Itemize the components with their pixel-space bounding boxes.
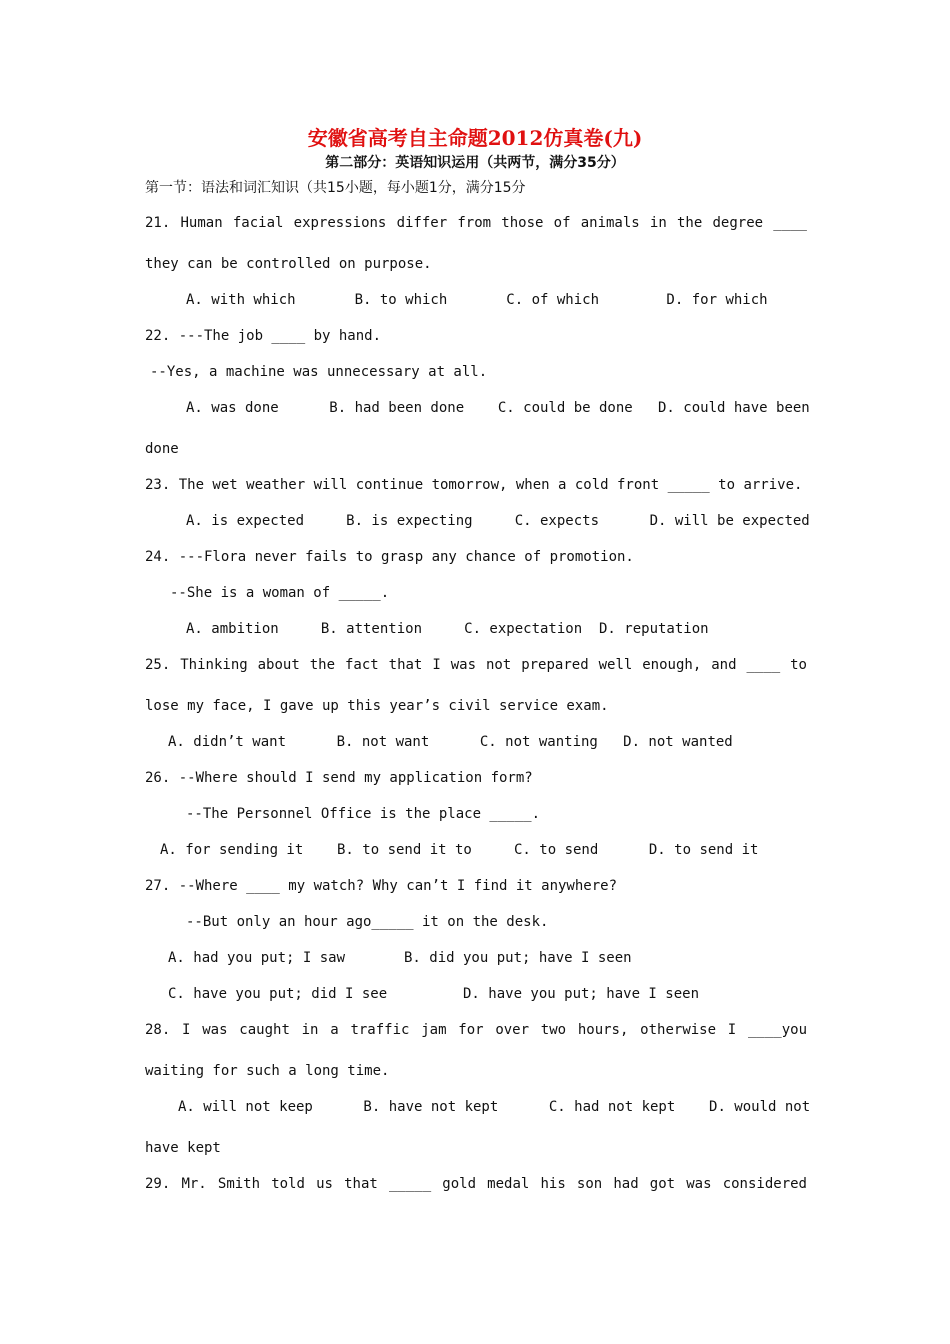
question-28-stem: 28. I was caught in a traffic jam for over two hours, otherwise I ____you [145, 1022, 807, 1038]
question-21-stem-cont: they can be controlled on purpose. [145, 256, 432, 272]
question-25-options: A. didn’t want B. not want C. not wanting D. not wanted [168, 734, 733, 750]
question-26-reply: --The Personnel Office is the place _____. [186, 806, 541, 822]
question-24-stem: 24. ---Flora never fails to grasp any chance of promotion. [145, 549, 634, 565]
question-25-stem: 25. Thinking about the fact that I was not prepared well enough, and ____ to [145, 657, 807, 673]
question-22-reply: --Yes, a machine was unnecessary at all. [150, 364, 488, 380]
question-21-options: A. with which B. to which C. of which D. for which [186, 292, 768, 308]
question-26-options: A. for sending it B. to send it to C. to send D. to send it [160, 842, 759, 858]
question-27-reply: --But only an hour ago_____ it on the desk. [186, 914, 549, 930]
question-21-stem: 21. Human facial expressions differ from those of animals in the degree ____ [145, 215, 807, 231]
question-28-stem-cont: waiting for such a long time. [145, 1063, 390, 1079]
question-24-options: A. ambition B. attention C. expectation D. reputation [186, 621, 709, 637]
question-27-stem: 27. --Where ____ my watch? Why can’t I find it anywhere? [145, 878, 618, 894]
question-22-stem: 22. ---The job ____ by hand. [145, 328, 382, 344]
document-title: 安徽省高考自主命题2012仿真卷(九) [307, 126, 643, 150]
question-26-stem: 26. --Where should I send my application form? [145, 770, 533, 786]
question-24-reply: --She is a woman of _____. [170, 585, 390, 601]
question-25-stem-cont: lose my face, I gave up this year’s civil service exam. [145, 698, 609, 714]
question-27-options-2: C. have you put; did I see D. have you put; have I seen [168, 986, 700, 1002]
part-heading: 第二部分：英语知识运用（共两节，满分35分） [325, 155, 625, 171]
question-28-options: A. will not keep B. have not kept C. had not kept D. would not [178, 1099, 811, 1115]
question-28-options-cont: have kept [145, 1140, 221, 1156]
question-22-options-cont: done [145, 441, 179, 457]
question-27-options-1: A. had you put; I saw B. did you put; have I seen [168, 950, 632, 966]
question-23-stem: 23. The wet weather will continue tomorrow, when a cold front _____ to arrive. [145, 477, 803, 493]
section-heading: 第一节：语法和词汇知识（共15小题，每小题1分，满分15分 [145, 180, 526, 196]
question-23-options: A. is expected B. is expecting C. expects D. will be expected [186, 513, 810, 529]
question-22-options: A. was done B. had been done C. could be done D. could have been [186, 400, 810, 416]
question-29-stem: 29. Mr. Smith told us that _____ gold medal his son had got was considered [145, 1176, 807, 1192]
